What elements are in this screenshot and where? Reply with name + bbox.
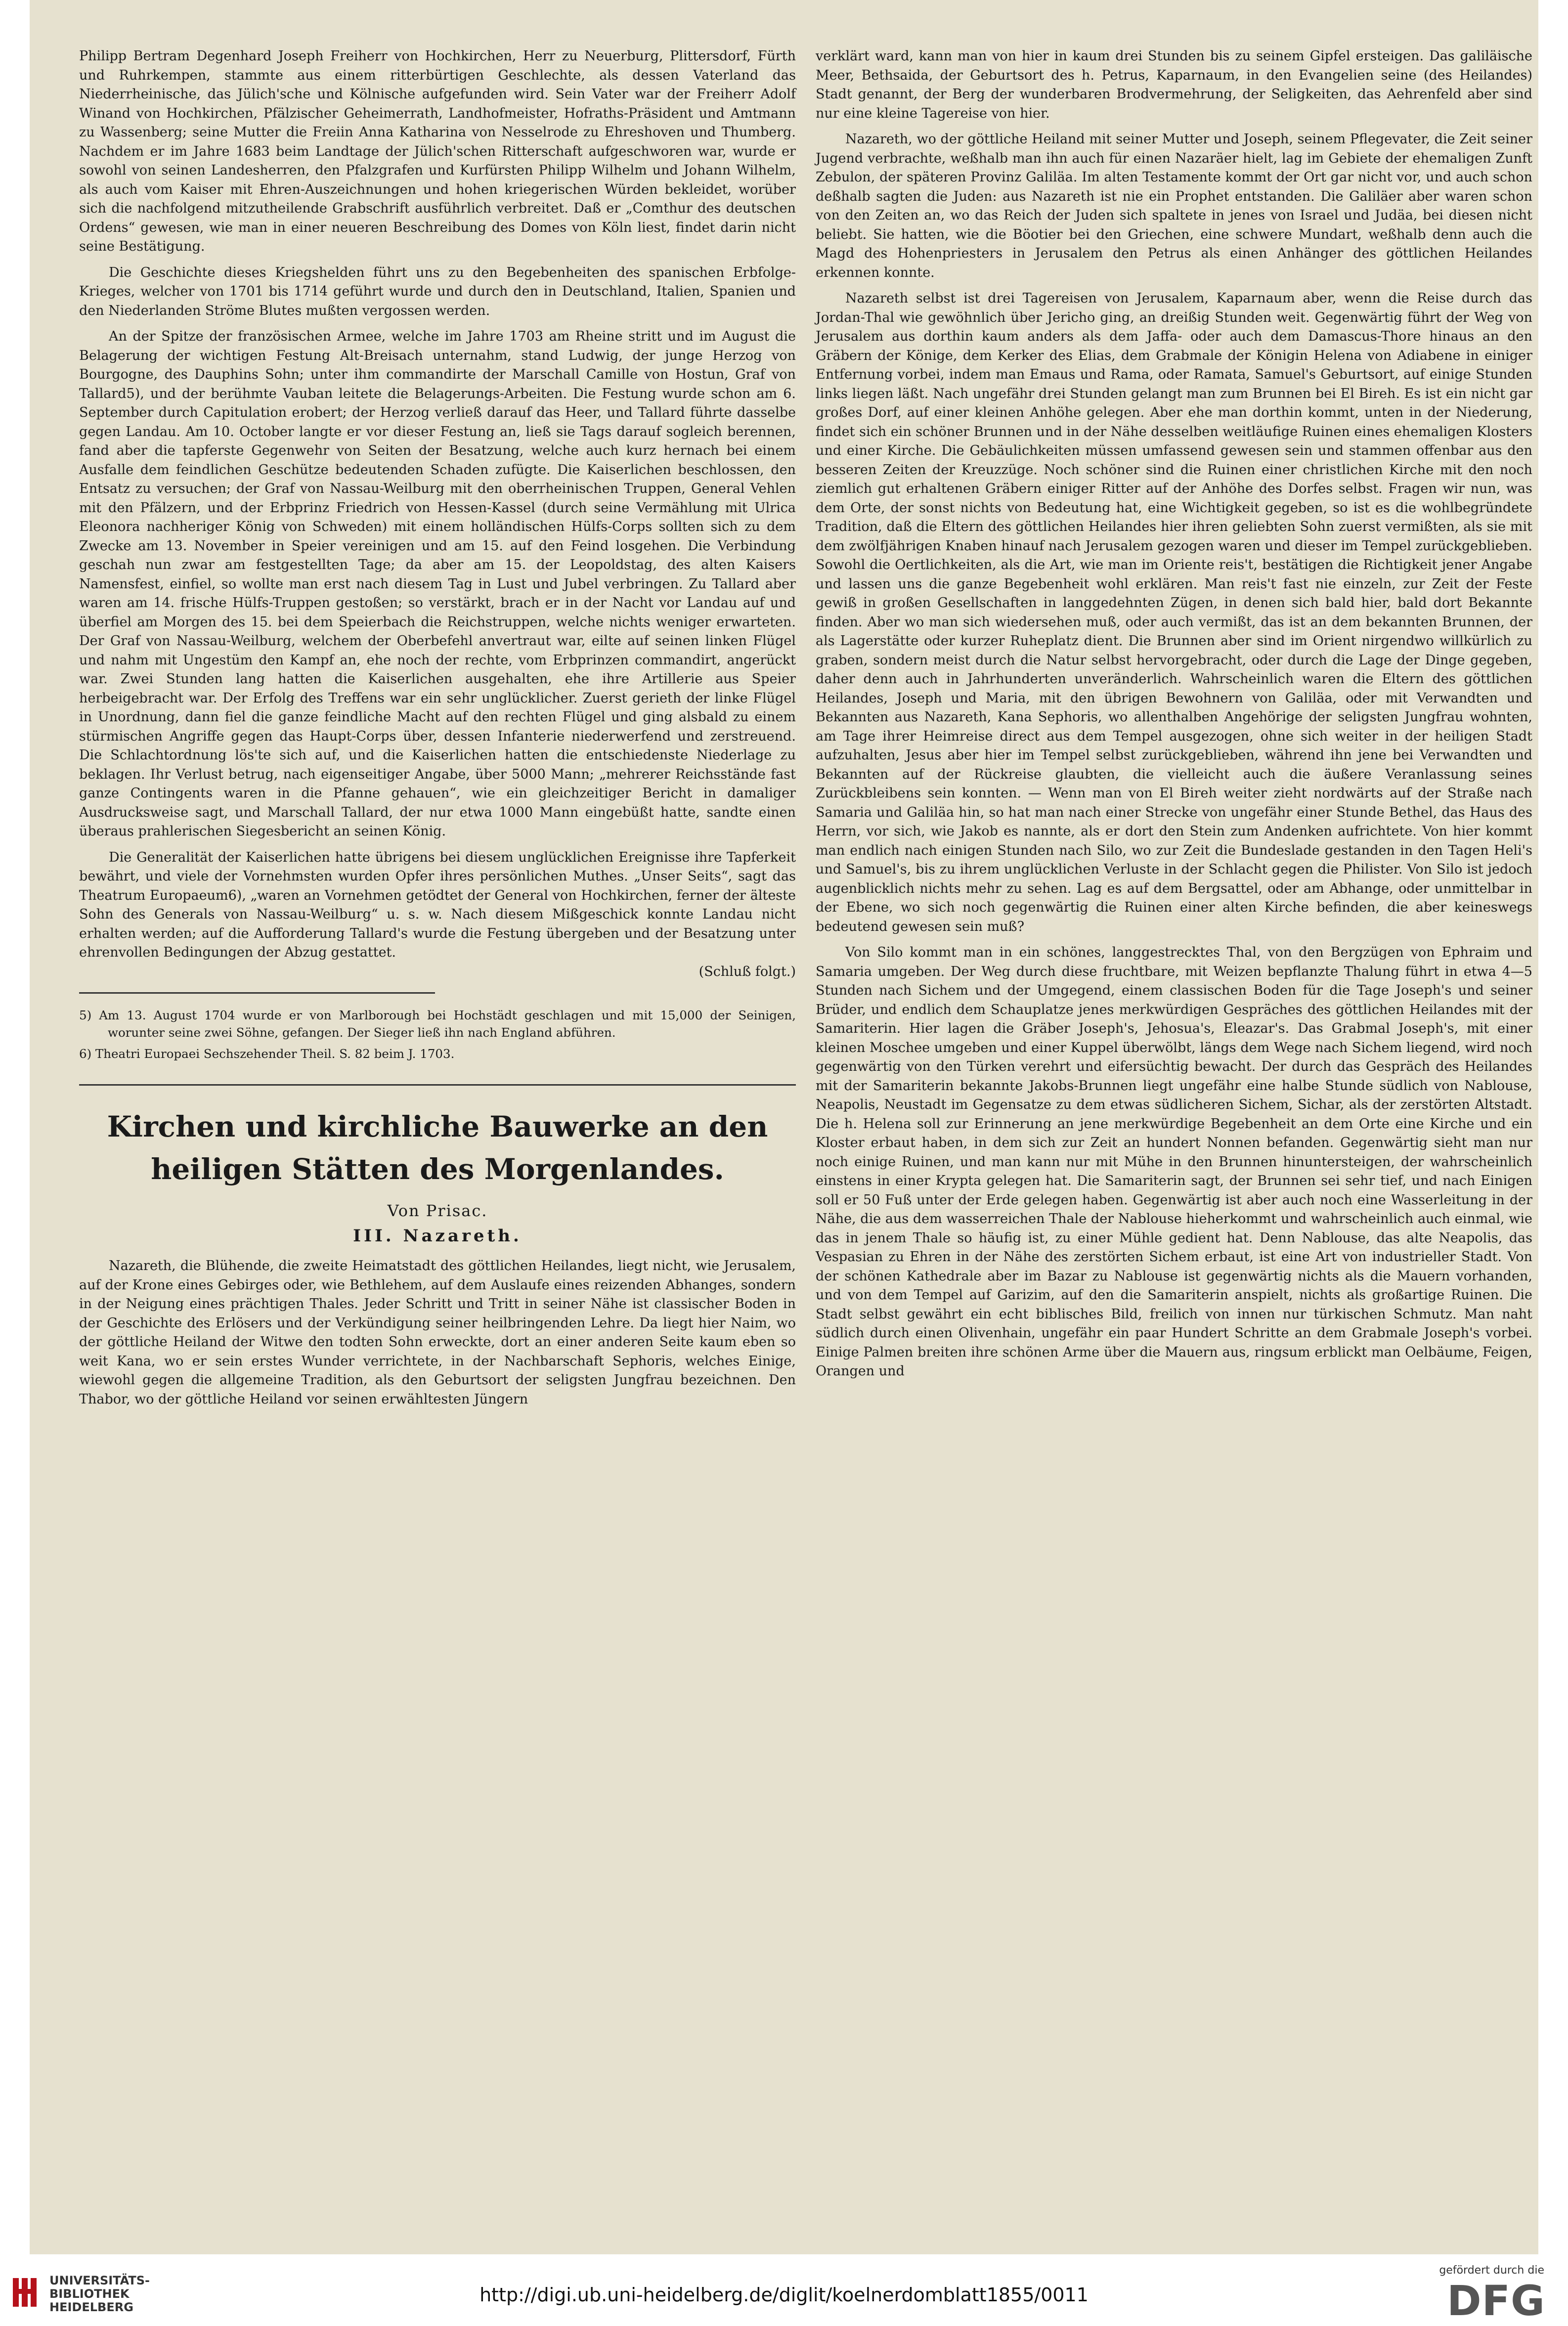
digitization-footer	[0, 2254, 1568, 2326]
newspaper-page	[30, 0, 1538, 2254]
paragraph: verklärt ward, kann man von hier in kaum drei Stunden bis zu seinem Gipfel ersteigen. Das galiläische Meer, Bethsaida, der Geburtsort des h. Petrus, Kaparnaum, in den Evangelien seine (des Heilandes) Stadt genannt, der Berg der wunderbaren Brodvermehrung, der Seligkeiten, das Aehrenfeld aber sind nur eine kleine Tagereise von hier.	[816, 48, 1532, 121]
article-title: Kirchen und kirchliche Bauwerke an den heiligen Stätten des Morgenlandes.	[107, 1110, 768, 1186]
footnote: 5) Am 13. August 1704 wurde er von Marlborough bei Hochstädt geschlagen und mit 15,000 der Seinigen, worunter seine zwei Söhne, gefangen. Der Sieger ließ ihn nach England abführen.	[79, 1008, 796, 1040]
source-url[interactable]: http://digi.ub.uni-heidelberg.de/diglit/koelnerdomblatt1855/0011	[479, 2284, 1089, 2306]
article-section-heading: III. Nazareth.	[353, 1226, 522, 1246]
library-name-line: UNIVERSITÄTS-	[49, 2274, 150, 2287]
paragraph: Die Generalität der Kaiserlichen hatte übrigens bei diesem unglücklichen Ereignisse ihre Tapferkeit bewährt, und viele der Vornehmsten wurden Opfer ihres persönlichen Muthes. „Unser Seits“, sagt das Theatrum Europaeum6), „waren an Vornehmen getödtet der General von Hochkirchen, ferner der älteste Sohn des Generals von Nassau-Weilburg“ u. s. w. Nach diesem Mißgeschick konnte Landau nicht erhalten werden; auf die Aufforderung Tallard's wurde die Festung übergeben und der Besatzung unter ehrenvollen Bedingungen der Abzug gestattet.	[79, 849, 796, 960]
library-name-line: BIBLIOTHEK	[49, 2287, 130, 2301]
dfg-logo-icon: DFG	[1446, 2277, 1545, 2325]
article-separator	[79, 1084, 796, 1086]
article-author: Von Prisac.	[387, 1201, 488, 1220]
funded-by-label: gefördert durch die	[1439, 2264, 1544, 2277]
footnote: 6) Theatri Europaei Sechszehender Theil. S. 82 beim J. 1703.	[79, 1047, 455, 1061]
right-column	[816, 47, 1532, 1388]
left-column	[79, 47, 796, 1416]
library-name-line: HEIDELBERG	[49, 2300, 133, 2314]
paragraph: Philipp Bertram Degenhard Joseph Freiherr von Hochkirchen, Herr zu Neuerburg, Plittersdorf, Fürth und Ruhrkempen, stammte aus einem ritterbürtigen Geschlechte, als dessen Vaterland das Niederrheinische, das Jülich'sche und Kölnische aufgefunden wird. Sein Vater war der Freiherr Adolf Winand von Hochkirchen, Pfälzischer Geheimerrath, Landhofmeister, Hofraths-Präsident und Amtmann zu Wassenberg; seine Mutter die Freiin Anna Katharina von Nesselrode zu Ehreshoven und Thumberg. Nachdem er im Jahre 1683 beim Landtage der Jülich'schen Ritterschaft aufgeschworen war, wurde er sowohl von seinen Landesherren, den Pfalzgrafen und Kurfürsten Philipp Wilhelm und Johann Wilhelm, als auch vom Kaiser mit Ehren-Auszeichnungen und hohen kriegerischen Würden bekleidet, worüber sich die nachfolgend mitzutheilende Grabschrift ausführlich verbreitet. Daß er „Comthur des deutschen Ordens“ gewesen, wie man in einer neueren Beschreibung des Domes von Köln liest, findet darin nicht seine Bestätigung.	[79, 48, 796, 254]
paragraph: An der Spitze der französischen Armee, welche im Jahre 1703 am Rheine stritt und im August die Belagerung der wichtigen Festung Alt-Breisach unternahm, stand Ludwig, der junge Herzog von Bourgogne, des Dauphins Sohn; unter ihm commandirte der Marschall Camille von Hostun, Graf von Tallard5), und der berühmte Vauban leitete die Belagerungs-Arbeiten. Die Festung wurde schon am 6. September durch Capitulation erobert; der Herzog verließ darauf das Heer, und Tallard führte dasselbe gegen Landau. Am 10. October langte er vor dieser Festung an, ließ sie Tags darauf sogleich berennen, fand aber die tapferste Gegenwehr von Seiten der Besatzung, welche auch kurz hernach bei einem Ausfalle dem feindlichen Geschütze bedeutenden Schaden zufügte. Die Kaiserlichen beschlossen, den Entsatz zu versuchen; der Graf von Nassau-Weilburg mit den oberrheinischen Truppen, General Vehlen mit den Pfälzern, und der Erbprinz Friedrich von Hessen-Kassel (durch seine Vermählung mit Ulrica Eleonora nachheriger König von Schweden) mit einem holländischen Hülfs-Corps sollten sich zu dem Zwecke am 13. November in Speier vereinigen und am 15. auf den Feind losgehen. Die Verbindung geschah nun zwar am festgestellten Tage; da aber am 15. der Leopoldstag, des alten Kaisers Namensfest, einfiel, so wollte man erst nach diesem Tag in Lust und Jubel verbringen. Zu Tallard aber waren am 14. frische Hülfs-Truppen gestoßen; so verstärkt, brach er in der Nacht vor Landau auf und überfiel am Morgen des 15. bei dem Speierbach die Reichstruppen, welche nichts weniger erwarteten. Der Graf von Nassau-Weilburg, welchem der Oberbefehl anvertraut war, eilte auf seinen linken Flügel und nahm mit Ungestüm den Kampf an, ehe noch der rechte, vom Erbprinzen commandirt, angerückt war. Zwei Stunden lang hatten die Kaiserlichen ausgehalten, ehe ihre Artillerie aus Speier herbeigebracht war. Der Erfolg des Treffens war ein sehr unglücklicher. Zuerst gerieth der linke Flügel in Unordnung, dann fiel die ganze feindliche Macht auf den rechten Flügel und ging alsbald zu einem stürmischen Angriffe gegen das Haupt-Corps über, dessen Infanterie niederwerfend und zerstreuend. Die Schlachtordnung lös'te sich auf, und die Kaiserlichen hatten die entschiedenste Niederlage zu beklagen. Ihr Verlust betrug, nach eigenseitiger Angabe, über 5000 Mann; „mehrerer Reichsstände fast ganze Contingents waren in die Pfanne gehauen“, wie ein gleichzeitiger Bericht in damaliger Ausdrucksweise sagt, und Marschall Tallard, der nur etwa 1000 Mann eingebüßt hatte, sandte einen überaus prahlerischen Siegesbericht an seinen König.	[79, 329, 796, 839]
paragraph: Von Silo kommt man in ein schönes, langgestrecktes Thal, von den Bergzügen von Ephraim und Samaria umgeben. Der Weg durch diese fruchtbare, mit Weizen bepflanzte Thalung führt in etwa 4—5 Stunden nach Sichem und der Umgegend, einem classischen Boden für die Tage Joseph's und seiner Brüder, und endlich dem Schauplatze jenes merkwürdigen Gespräches des göttlichen Heilandes mit der Samariterin. Hier lagen die Gräber Joseph's, Jehosua's, Eleazar's. Das Grabmal Joseph's, mit einer kleinen Moschee umgeben und einer Kuppel überwölbt, längs dem Wege nach Sichem liegend, wird noch gegenwärtig von den Türken verehrt und eifersüchtig bewacht. Der durch das Gespräch des Heilandes mit der Samariterin bekannte Jakobs-Brunnen liegt ungefähr eine halbe Stunde südlich von Nablouse, Neapolis, Neustadt im Gegensatze zu dem etwas südlicheren Sichem, Sichar, als der zerstörten Altstadt. Die h. Helena soll zur Erinnerung an jene merkwürdige Begebenheit an dem Orte eine Kirche und ein Kloster erbaut haben, in dem sich zur Zeit an hundert Nonnen befanden. Gegenwärtig sieht man nur noch einige Ruinen, und man kann nur mit Mühe in den Brunnen hinuntersteigen, der wahrscheinlich einstens in einer Krypta gelegen hat. Die Samariterin sagt, der Brunnen sei sehr tief, und nach Einigen soll er 50 Fuß unter der Erde gelegen haben. Gegenwärtig ist aber auch noch eine Wasserleitung in der Nähe, die aus dem wasserreichen Thale der Nablouse hieherkommt und wahrscheinlich auch einmal, wie das in jenem Thale so häufig ist, zu einer Mühle gedient hat. Denn Nablouse, das alte Neapolis, das Vespasian zu Ehren in der Nähe des zerstörten Sichem erbaut, ist eine Art von industrieller Stadt. Von der schönen Kathedrale aber im Bazar zu Nablouse ist gegenwärtig nichts als die Mauern vorhanden, und von dem Tempel auf Garizim, auf den die Samariterin anspielt, nichts als großartige Ruinen. Die Stadt selbst gewährt ein echt biblisches Bild, freilich von innen nur türkischen Schmutz. Man naht südlich durch einen Olivenhain, ungefähr ein paar Hundert Schritte an dem Grabmale Joseph's vorbei. Einige Palmen breiten ihre schönen Arme über die Mauern aus, ringsum erblickt man Oelbäume, Feigen, Orangen und	[816, 945, 1532, 1379]
paragraph: Nazareth selbst ist drei Tagereisen von Jerusalem, Kaparnaum aber, wenn die Reise durch das Jordan-Thal wie gewöhnlich über Jericho ging, an dreißig Stunden weit. Gegenwärtig führt der Weg von Jerusalem aus dorthin kaum anders als dem Jaffa- oder auch dem Damascus-Thore hinaus an den Gräbern der Könige, dem Kerker des Elias, dem Grabmale der Königin Helena von Adiabene in einiger Entfernung vorbei, indem man Emaus und Rama, oder Ramata, Samuel's Geburtsort, auf einige Stunden links liegen läßt. Nach ungefähr drei Stunden gelangt man zum Brunnen bei El Bireh. Es ist ein nicht gar großes Dorf, auf einer kleinen Anhöhe gelegen. Aber ehe man dorthin kommt, unten in der Niederung, findet sich ein schöner Brunnen und in der Nähe desselben weitläufige Ruinen eines ehemaligen Klosters und einer Kirche. Die Gebäulichkeiten müssen umfassend gewesen sein und stammen offenbar aus den besseren Zeiten der Kreuzzüge. Noch schöner sind die Ruinen einer christlichen Kirche mit den noch ziemlich gut erhaltenen Gräbern einiger Ritter auf der Anhöhe des Dorfes selbst. Fragen wir nun, was dem Orte, der sonst nichts von Bedeutung hat, eine Wichtigkeit gegeben, so ist es die wohlbegründete Tradition, daß die Eltern des göttlichen Heilandes hier ihren geliebten Sohn zuerst vermißten, als sie mit dem zwölfjährigen Knaben hinauf nach Jerusalem gezogen waren und dieser im Tempel zurückgeblieben. Sowohl die Oertlichkeiten, als die Art, wie man im Oriente reis't, bestätigen die Richtigkeit jener Angabe und lassen uns die ganze Begebenheit wohl erklären. Man reis't fast nie einzeln, zur Zeit der Feste gewiß in großen Gesellschaften in langgedehnten Zügen, in denen sich bald hier, bald dort Bekannte finden. Aber wo man sich wiedersehen muß, oder auch vermißt, das ist an dem bekannten Brunnen, der als Lagerstätte oder kurzer Ruheplatz dient. Die Brunnen aber sind im Orient nirgendwo willkürlich zu graben, sondern meist durch die Natur selbst hervorgebracht, oder durch die Lage der Dinge gegeben, daher denn auch in Jahrhunderten unveränderlich. Wahrscheinlich waren die Eltern des göttlichen Heilandes, Joseph und Maria, mit den übrigen Bewohnern von Galiläa, oder mit Verwandten und Bekannten aus Nazareth, Kana Sephoris, wo allenthalben Angehörige der seligsten Jungfrau wohnten, am Tage ihrer Heimreise direct aus dem Tempel ausgezogen, ohne sich weiter in der heiligen Stadt aufzuhalten, Jesus aber hier im Tempel selbst zurückgeblieben, während ihn jene bei Verwandten und Bekannten auf der Rückreise glaubten, die vielleicht auch die äußere Veranlassung seines Zurückbleibens sein konnten. — Wenn man von El Bireh weiter zieht nordwärts auf der Straße nach Samaria und Galiläa hin, so hat man nach einer Strecke von ungefähr einer Stunde Bethel, das Haus des Herrn, vor sich, wie Jakob es nannte, als er dort den Stein zum Andenken aufrichtete. Von hier kommt man endlich nach einigen Stunden nach Silo, wo zur Zeit die Bundeslade gestanden in den Tagen Heli's und Samuel's, bis zu ihrem unglücklichen Verluste in der Schlacht gegen die Philister. Von Silo ist jedoch augenblicklich nichts mehr zu sehen. Lag es auf dem Bergsattel, oder am Abhange, oder unmittelbar in der Ebene, wo sich noch gegenwärtig die Ruinen einer alten Kirche befinden, die aber keineswegs bedeutend gewesen sein muß?	[816, 291, 1532, 934]
paragraph: Nazareth, die Blühende, die zweite Heimatstadt des göttlichen Heilandes, liegt nicht, wie Jerusalem, auf der Krone eines Gebirges oder, wie Bethlehem, auf dem Auslaufe eines reizenden Abhanges, sondern in der Neigung eines prächtigen Thales. Jeder Schritt und Tritt in seiner Nähe ist classischer Boden in der Geschichte des Erlösers und der Verkündigung seiner heilbringenden Lehre. Da liegt hier Naim, wo der göttliche Heiland der Witwe den todten Sohn erweckte, dort an einer anderen Seite kaum eben so weit Kana, wo er sein erstes Wunder verrichtete, in der Nachbarschaft Sephoris, welches Einige, wiewohl gegen die allgemeine Tradition, als den Geburtsort der seligsten Jungfrau bezeichnen. Den Thabor, wo der göttliche Heiland vor seinen erwähltesten Jüngern	[79, 1258, 796, 1407]
continuation-note: (Schluß folgt.)	[698, 964, 796, 979]
paragraph: Nazareth, wo der göttliche Heiland mit seiner Mutter und Joseph, seinem Pflegevater, die Zeit seiner Jugend verbrachte, weßhalb man ihn auch für einen Nazaräer hielt, lag im Gebiete der ehemaligen Zunft Zebulon, der späteren Provinz Galiläa. Im alten Testamente kommt der Ort gar nicht vor, und auch schon deßhalb sagten die Juden: aus Nazareth ist nie ein Prophet entstanden. Die Galiläer aber waren schon von den Zeiten an, wo das Reich der Juden sich spaltete in jenes von Israel und Judäa, bei diesen nicht beliebt. Sie hatten, wie die Böotier bei den Griechen, eine schwere Mundart, weßhalb denn auch die Magd des Hohenpriesters in Jerusalem den Petrus als einen Anhänger des göttlichen Heilandes erkennen konnte.	[816, 132, 1532, 280]
paragraph: Die Geschichte dieses Kriegshelden führt uns zu den Begebenheiten des spanischen Erbfolge-Krieges, welcher von 1701 bis 1714 geführt wurde und durch den in Deutschland, Italien, Spanien und den Niederlanden Ströme Blutes mußten vergossen werden.	[79, 264, 796, 318]
footnote-rule	[79, 992, 435, 994]
